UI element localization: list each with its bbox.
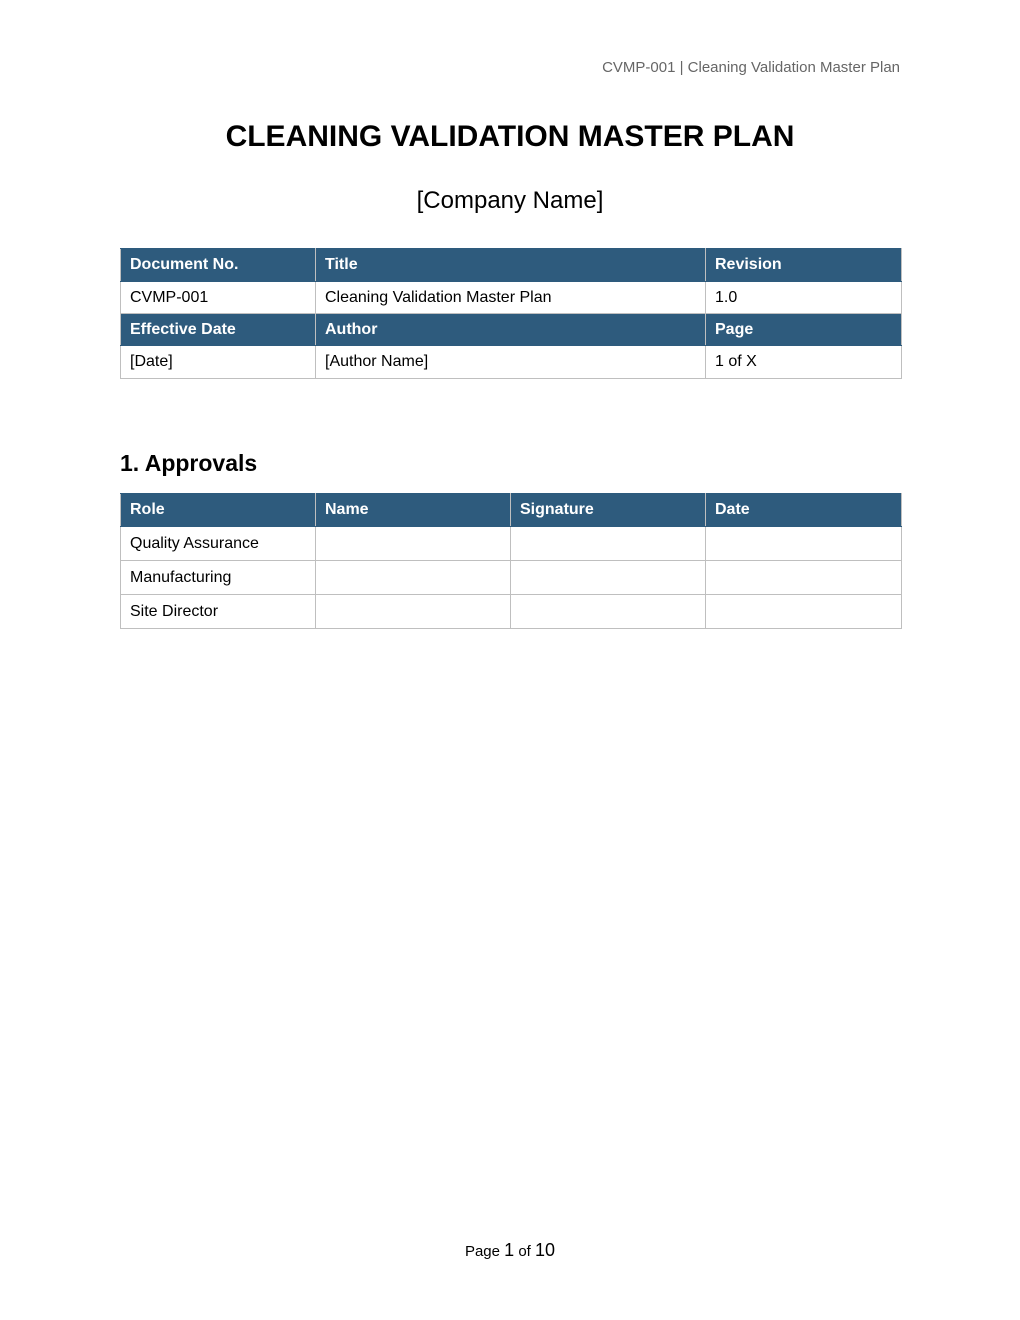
signature-cell[interactable]	[511, 527, 706, 561]
table-row	[121, 561, 902, 595]
value-document-no: CVMP-001	[121, 282, 316, 314]
header-title: Title	[316, 249, 706, 282]
doc-info-value-row-1	[121, 282, 902, 314]
column-header-signature: Signature	[511, 494, 706, 527]
value-effective-date: [Date]	[121, 346, 316, 379]
footer-of-word: of	[518, 1243, 531, 1260]
date-cell[interactable]	[706, 595, 902, 629]
doc-info-header-row-1	[121, 249, 902, 282]
date-cell[interactable]	[706, 561, 902, 595]
name-cell[interactable]	[316, 595, 511, 629]
section-heading-approvals: 1. Approvals	[120, 450, 258, 476]
value-author: [Author Name]	[316, 346, 706, 379]
date-cell[interactable]	[706, 527, 902, 561]
approvals-table	[120, 493, 902, 629]
header-author: Author	[316, 314, 706, 346]
header-page: Page	[706, 314, 902, 346]
company-name: [Company Name]	[416, 187, 604, 214]
footer-page-word: Page	[464, 1243, 500, 1260]
table-row	[121, 527, 902, 561]
running-header: CVMP-001 | Cleaning Validation Master Plan	[602, 59, 900, 76]
column-header-role: Role	[121, 494, 316, 527]
doc-info-value-row-2	[121, 346, 902, 379]
document-title: CLEANING VALIDATION MASTER PLAN	[225, 120, 795, 153]
column-header-date: Date	[706, 494, 902, 527]
value-revision: 1.0	[706, 282, 902, 314]
header-revision: Revision	[706, 249, 902, 282]
approvals-header-row	[121, 494, 902, 527]
signature-cell[interactable]	[511, 595, 706, 629]
page-footer	[0, 1240, 1020, 1261]
name-cell[interactable]	[316, 527, 511, 561]
value-page: 1 of X	[706, 346, 902, 379]
role-cell: Site Director	[121, 595, 316, 629]
value-title: Cleaning Validation Master Plan	[316, 282, 706, 314]
column-header-name: Name	[316, 494, 511, 527]
role-cell: Quality Assurance	[121, 527, 316, 561]
footer-total-pages: 10	[535, 1240, 556, 1260]
header-effective-date: Effective Date	[121, 314, 316, 346]
document-info-table	[120, 248, 902, 379]
footer-current-page: 1	[504, 1240, 515, 1260]
header-document-no: Document No.	[121, 249, 316, 282]
doc-info-header-row-2	[121, 314, 902, 346]
table-row	[121, 595, 902, 629]
signature-cell[interactable]	[511, 561, 706, 595]
name-cell[interactable]	[316, 561, 511, 595]
role-cell: Manufacturing	[121, 561, 316, 595]
